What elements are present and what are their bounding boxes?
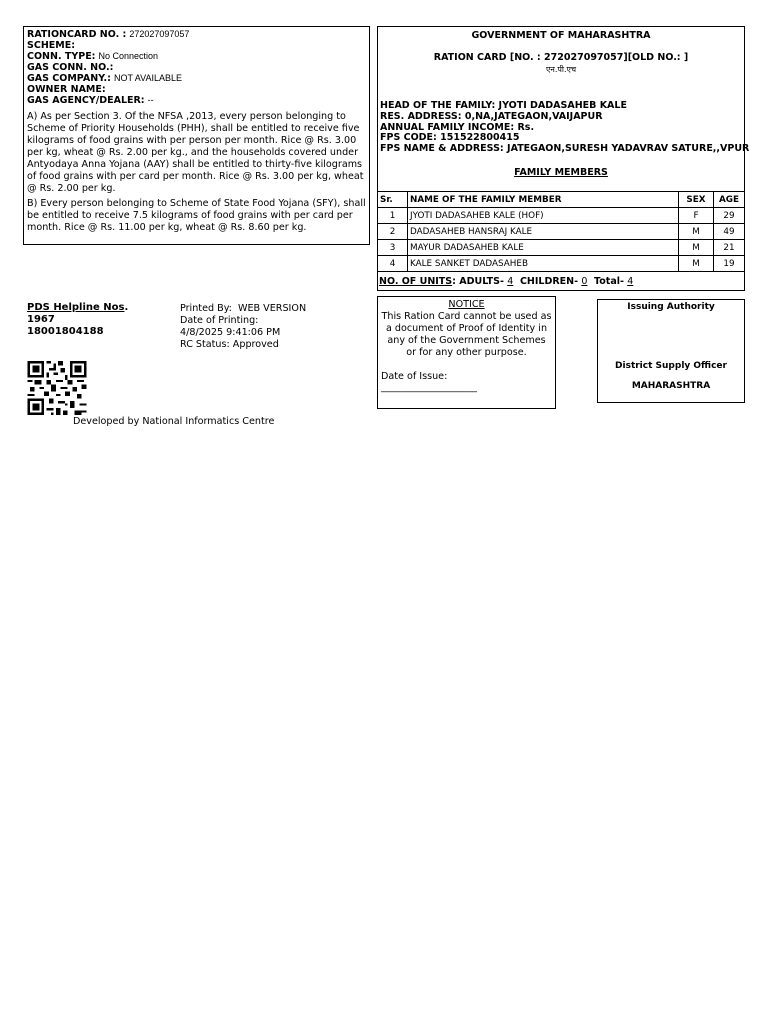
- owner-row: [27, 85, 366, 96]
- print-info-block: [180, 303, 306, 351]
- authority-state: MAHARASHTRA: [631, 381, 711, 391]
- res-address: RES. ADDRESS: 0,NA,JATEGAON,VAIJAPUR: [380, 111, 603, 122]
- annual-income: ANNUAL FAMILY INCOME: Rs.: [380, 122, 535, 133]
- helpline-number-2: 18001804188: [27, 326, 104, 337]
- issuing-authority-title: Issuing Authority: [627, 302, 715, 312]
- date-of-printing-label: Date of Printing:: [180, 315, 259, 326]
- helpline-block: [27, 302, 128, 338]
- ration-card-value: 272027097057: [129, 29, 190, 39]
- units-summary: [379, 277, 633, 288]
- row-sr: 2: [378, 224, 408, 240]
- adults-label: : ADULTS-: [452, 276, 504, 287]
- fps-name-address: FPS NAME & ADDRESS: JATEGAON,SURESH YADAVRAV SATURE,,VPUR: [380, 143, 750, 154]
- ration-card-line: RATION CARD [NO. : 272027097057][OLD NO.: ]: [433, 52, 689, 63]
- gas-conn-label: GAS CONN. NO.:: [27, 61, 114, 73]
- scheme-label: SCHEME:: [27, 39, 75, 51]
- family-members-title: FAMILY MEMBERS: [514, 167, 608, 178]
- adults-value: 4: [507, 276, 514, 287]
- table-header-row: [378, 192, 745, 208]
- family-members-table: [377, 191, 745, 272]
- row-age: 29: [714, 208, 745, 224]
- row-age: 21: [714, 240, 745, 256]
- row-name: KALE SANKET DADASAHEB: [408, 256, 679, 272]
- helpline-title-dot: .: [124, 302, 129, 313]
- header-age: AGE: [714, 192, 745, 208]
- table-row: [378, 208, 745, 224]
- nfsa-paragraph: A) As per Section 3. Of the NFSA ,2013, every person belonging to Scheme of Priority Households (PHH), shall be entitled to receive five kilograms of food grains with per person per month. Rice @ Rs. 3.00 per kg, wheat @ Rs. 2.00 per kg., and the households covered under Antyodaya Anna Yojana (AAY) shall be entitled to thirty-five kilograms of food grains with per card per month. Rice @ Rs. 3.00 per kg, wheat @ Rs. 2.00 per kg.: [27, 110, 364, 194]
- header-sex: SEX: [679, 192, 714, 208]
- row-age: 19: [714, 256, 745, 272]
- table-row: [378, 240, 745, 256]
- row-sr: 1: [378, 208, 408, 224]
- gas-conn-row: [27, 63, 366, 74]
- sfy-paragraph: B) Every person belonging to Scheme of State Food Yojana (SFY), shall be entitled to receive 7.5 kilograms of food grains with per card per month. Rice @ Rs. 11.00 per kg, wheat @ Rs. 8.60 per kg.: [27, 197, 366, 233]
- ration-card-no-row: [27, 29, 366, 41]
- fps-code: FPS CODE: 151522800415: [380, 132, 520, 143]
- card-category: एन.पी.एच: [545, 65, 577, 74]
- row-sex: F: [679, 208, 714, 224]
- rc-status: RC Status: Approved: [180, 339, 279, 350]
- table-row: [378, 256, 745, 272]
- notice-title: NOTICE: [448, 299, 485, 310]
- row-sr: 4: [378, 256, 408, 272]
- scheme-info-box: [23, 26, 370, 245]
- row-sex: M: [679, 240, 714, 256]
- gas-company-label: GAS COMPANY.:: [27, 73, 111, 84]
- conn-type-value: No Connection: [98, 51, 159, 61]
- row-name: JYOTI DADASAHEB KALE (HOF): [408, 208, 679, 224]
- helpline-number-1: 1967: [27, 314, 55, 325]
- header-name: NAME OF THE FAMILY MEMBER: [408, 192, 679, 208]
- header-sr: Sr.: [378, 192, 408, 208]
- total-value: 4: [627, 276, 634, 287]
- table-row: [378, 224, 745, 240]
- developed-by: Developed by National Informatics Centre: [73, 416, 275, 427]
- gas-agency-row: [27, 95, 366, 107]
- conn-type-label: CONN. TYPE:: [27, 51, 96, 62]
- row-age: 49: [714, 224, 745, 240]
- issuing-authority-box: [597, 299, 745, 403]
- notice-box: [377, 296, 556, 409]
- row-name: DADASAHEB HANSRAJ KALE: [408, 224, 679, 240]
- helpline-title: PDS Helpline Nos: [27, 302, 125, 313]
- gov-title: GOVERNMENT OF MAHARASHTRA: [471, 30, 651, 41]
- qr-code-icon: [27, 361, 87, 415]
- ration-card-label: RATIONCARD NO. :: [27, 29, 127, 40]
- gas-agency-value: --: [147, 95, 154, 105]
- row-sex: M: [679, 256, 714, 272]
- date-of-issue-label: Date of Issue:: [381, 371, 448, 382]
- row-sr: 3: [378, 240, 408, 256]
- row-sex: M: [679, 224, 714, 240]
- units-label: NO. OF UNITS: [379, 276, 453, 287]
- total-label: Total-: [594, 276, 624, 287]
- date-of-issue-line: ____________________: [381, 382, 477, 393]
- gas-company-value: NOT AVAILABLE: [113, 73, 182, 83]
- children-value: 0: [581, 276, 588, 287]
- district-supply-officer: District Supply Officer: [615, 361, 727, 371]
- printed-by: Printed By: WEB VERSION: [180, 303, 307, 314]
- gas-agency-label: GAS AGENCY/DEALER:: [27, 95, 145, 106]
- owner-label: OWNER NAME:: [27, 83, 106, 95]
- row-name: MAYUR DADASAHEB KALE: [408, 240, 679, 256]
- notice-text: This Ration Card cannot be used as a document of Proof of Identity in any of the Government Schemes or for any other purpose.: [381, 311, 552, 358]
- head-of-family: HEAD OF THE FAMILY: JYOTI DADASAHEB KALE: [380, 100, 627, 111]
- children-label: CHILDREN-: [519, 276, 579, 287]
- scheme-row: [27, 41, 366, 52]
- date-of-printing-value: 4/8/2025 9:41:06 PM: [180, 327, 281, 338]
